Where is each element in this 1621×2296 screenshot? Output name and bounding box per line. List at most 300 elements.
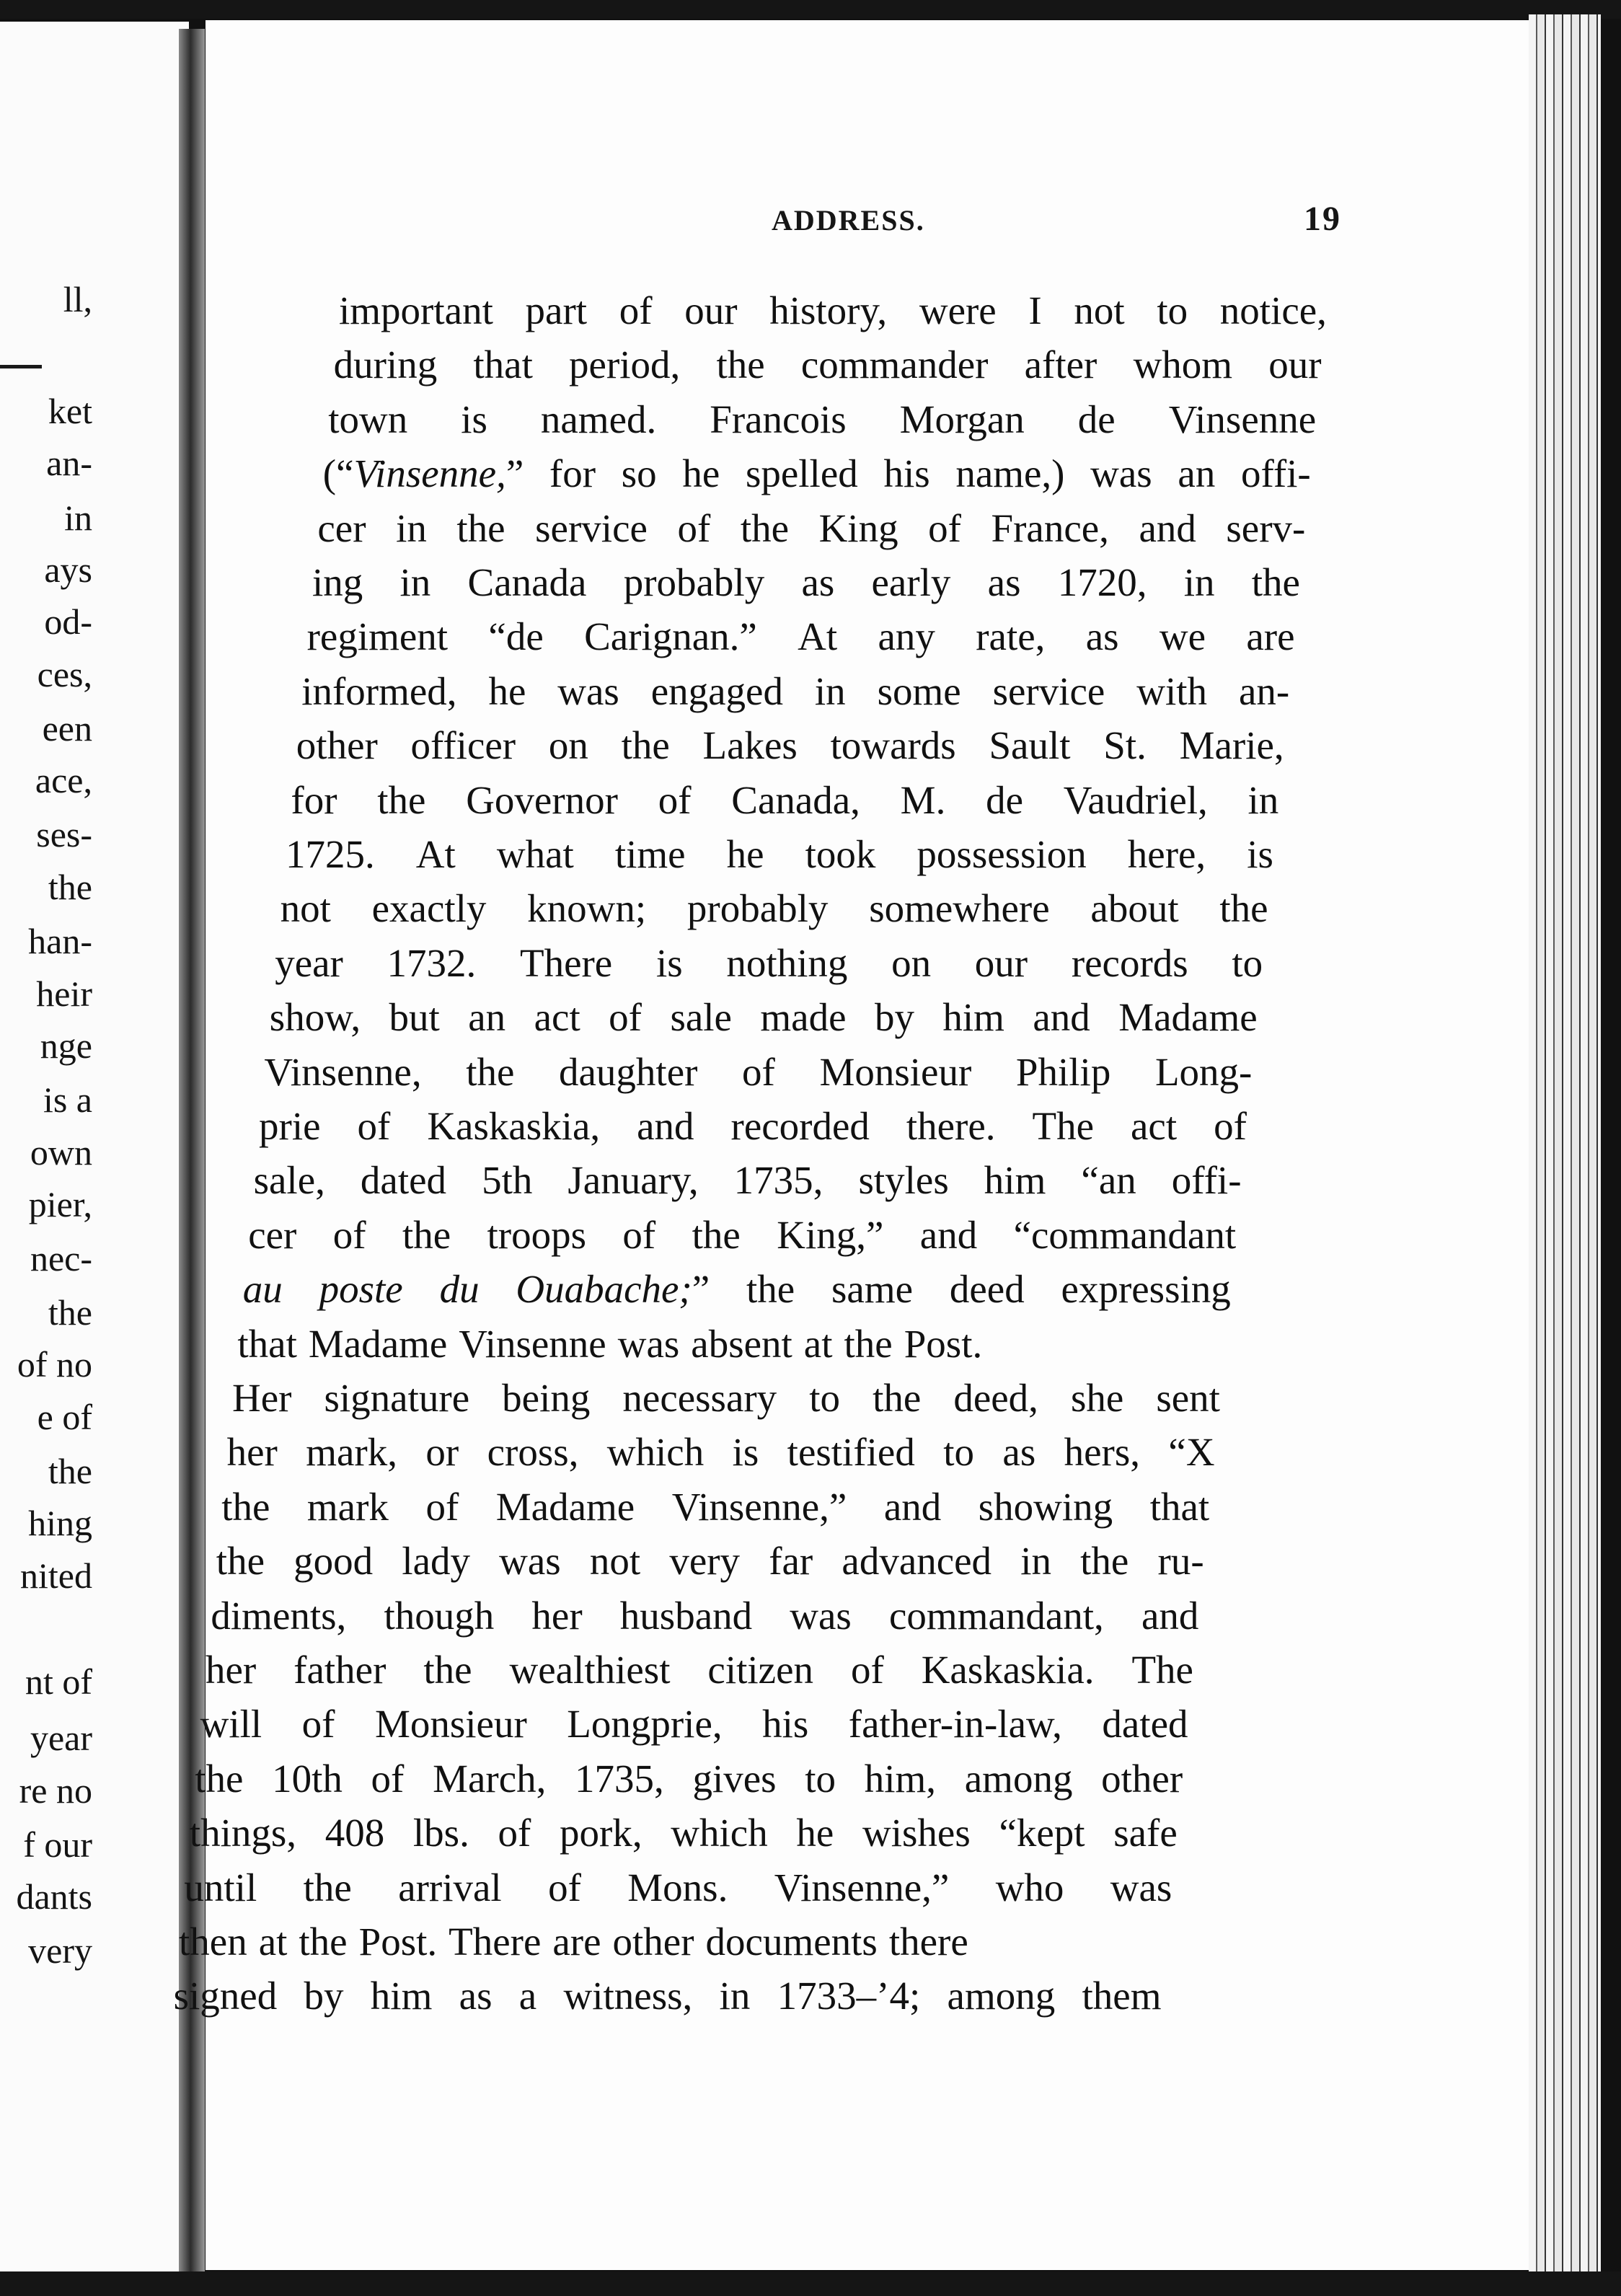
text-line [174,1971,1162,2021]
word: then [179,1920,247,1964]
word: or [425,1430,459,1475]
word: what [496,832,574,876]
word: daughter [559,1049,698,1094]
word: possession [916,832,1087,876]
word: of [1214,1104,1247,1148]
word: in [399,560,431,604]
word: offi- [1171,1158,1242,1203]
page-edges [1529,14,1601,2271]
word: Canada, [731,777,860,822]
word: town [328,397,408,441]
word: are [552,1920,601,1964]
word: an- [1238,668,1290,713]
word: of [425,1484,459,1529]
word: gives [692,1756,777,1801]
word: There [449,1920,542,1964]
left-page-fragment: re no [19,1770,92,1811]
word: act [534,995,580,1040]
word: Vinsenne,” [774,1865,950,1909]
word: took [805,832,876,876]
left-page-fragment: heir [36,973,92,1014]
word: Sault [989,723,1071,768]
word: of [677,505,711,550]
word: dated [360,1158,447,1203]
word: that [1149,1484,1210,1529]
word: Long- [1154,1049,1253,1094]
word: advanced [842,1539,992,1584]
word: during [333,343,438,387]
text-line [195,1754,1183,1804]
word: same [831,1267,914,1312]
word: was [1110,1865,1172,1909]
left-page-fragment: nge [40,1025,92,1066]
left-page-fragment: very [28,1930,92,1971]
word: the [423,1648,472,1692]
word: there [888,1920,968,1964]
word: to [805,1756,836,1801]
left-page-fragment: ces, [37,654,92,694]
word: among [947,1974,1056,2018]
word: and [1139,505,1196,550]
word: documents [705,1920,878,1964]
word: poste [319,1267,403,1312]
word: of [548,1865,581,1909]
word: and [637,1104,694,1148]
word: de [986,777,1023,822]
word: expressing [1061,1267,1231,1312]
word: mark [306,1484,389,1529]
word: Ouabache;” [516,1267,710,1312]
word: she [1070,1376,1124,1420]
text-line [339,286,1327,336]
word: our [1268,343,1322,387]
word: testified [787,1430,915,1475]
word: some [877,668,961,713]
word: Carignan.” [584,614,757,659]
word: Monsieur [374,1702,527,1747]
word: sent [1156,1376,1220,1420]
left-page-fragment: hing [28,1503,92,1543]
word: so [621,451,657,496]
word: the [402,1212,451,1257]
left-page-fragment: ses- [36,814,92,855]
text-line [307,611,1295,662]
word: for [291,777,337,822]
word: part [525,288,588,332]
word: for [549,451,596,496]
page-number: 19 [1304,200,1341,238]
word: things, [189,1811,297,1855]
word: signature [324,1376,470,1420]
word: Francois [710,397,847,441]
word: which [671,1811,768,1855]
word: 1735, [733,1158,823,1203]
left-page-fragment: ket [48,391,92,431]
text-line [291,775,1278,826]
word: cer [317,505,366,550]
word: in [1183,560,1215,604]
word: Monsieur [819,1049,972,1094]
word: the [844,1321,893,1366]
left-page-fragment: han- [28,921,92,961]
word: 1733–’4; [777,1974,921,2018]
word: of [622,1212,656,1257]
word: St. [1103,723,1147,768]
word: the [716,343,765,387]
left-page-fragment: an- [46,443,92,483]
word: a [518,1974,537,2018]
word: Canada [467,560,587,604]
word: name,) [955,451,1065,496]
left-page-fragment: een [42,708,92,749]
word: There [519,940,613,985]
word: the [456,505,505,550]
left-page-fragment: od- [44,601,92,642]
word: The [1032,1104,1095,1148]
word: arrival [398,1865,502,1909]
word: other [296,723,378,768]
text-line [179,1917,1167,1967]
word: service [992,668,1105,713]
word: time [614,832,686,876]
left-page-fragment: nited [20,1555,92,1596]
word: to [1232,940,1263,985]
word: the [621,723,670,768]
word: the [692,1212,741,1257]
word: deed, [953,1376,1038,1420]
text-line [312,557,1300,608]
word: at [258,1920,288,1964]
word: on [891,940,932,985]
word: is [655,940,683,985]
word: he [488,668,526,713]
word: towards [830,723,956,768]
left-page-fragment: ays [44,549,92,590]
word: of [301,1702,335,1747]
word: other [612,1920,694,1964]
word: Kaskaskia, [427,1104,601,1148]
text-line [259,1101,1247,1152]
word: ing [312,560,363,604]
word: named. [540,397,657,441]
word: troops [487,1212,587,1257]
word: Vaudriel, [1063,777,1208,822]
word: wishes [862,1811,971,1855]
left-page-fragment: e of [37,1397,92,1437]
word: Post. [358,1920,438,1964]
text-line [270,992,1258,1043]
word: by [304,1974,344,2018]
word: though [384,1593,495,1638]
word: “an [1081,1158,1136,1203]
word: about [1090,886,1179,931]
word: as [987,560,1021,604]
word: de [1077,397,1116,441]
word: of [498,1811,531,1855]
left-page-rule [0,365,42,368]
left-page-fragment: is a [43,1079,92,1120]
left-page-fragment: ll, [63,279,92,319]
word: 1732. [387,940,477,985]
left-page-fragment: f our [23,1824,92,1865]
word: on [548,723,588,768]
word: 10th [272,1756,343,1801]
word: prie [259,1104,321,1148]
word: to [943,1430,975,1475]
text-line [227,1427,1215,1478]
word: (“Vinsenne,” [322,451,524,496]
word: Vinsenne, [264,1049,422,1094]
word: “kept [999,1811,1085,1855]
word: France, [991,505,1109,550]
word: “commandant [1013,1212,1237,1257]
word: Madame [495,1484,635,1529]
word: King,” [777,1212,884,1257]
word: other [1101,1756,1183,1801]
word: as [801,560,835,604]
word: of [371,1756,405,1801]
word: and [1141,1593,1199,1638]
word: Lakes [702,723,798,768]
word: deed [949,1267,1025,1312]
word: husband [619,1593,753,1638]
word: Kaskaskia. [921,1648,1095,1692]
left-page-fragment: pier, [28,1184,92,1224]
word: our [684,288,738,332]
word: is [732,1430,759,1475]
word: styles [858,1158,949,1203]
word: Her [232,1376,292,1420]
word: the [1080,1539,1129,1584]
word: early [871,560,951,604]
word: an [468,995,506,1040]
text-line [206,1645,1193,1695]
word: officer [410,723,516,768]
word: the [216,1539,265,1584]
word: notice, [1219,288,1327,332]
word: At [798,614,838,659]
text-line [200,1699,1188,1749]
word: was [1090,451,1152,496]
word: of [332,1212,366,1257]
word: as [1002,1430,1036,1475]
text-line [334,340,1322,390]
word: of [928,505,961,550]
word: very [669,1539,741,1584]
word: good [293,1539,374,1584]
word: mark, [306,1430,397,1475]
text-line [216,1536,1204,1586]
word: not [589,1539,641,1584]
word: of [609,995,642,1040]
word: was [790,1593,852,1638]
word: at [803,1321,833,1366]
word: we [1159,614,1206,659]
word: are [1246,614,1295,659]
word: safe [1113,1811,1178,1855]
left-page-fragment: of no [17,1344,92,1385]
word: in [396,505,427,550]
word: as [459,1974,493,2018]
word: was [557,668,619,713]
word: absent [691,1321,792,1366]
word: King [818,505,898,550]
word: until [184,1865,257,1909]
word: witness, [563,1974,693,2018]
word: her [226,1430,278,1475]
word: wealthiest [509,1648,671,1692]
word: there. [906,1104,996,1148]
word: in [719,1974,751,2018]
word: is [461,397,487,441]
word: with [1136,668,1208,713]
word: serv- [1226,505,1306,550]
word: which [606,1430,705,1475]
word: father [293,1648,387,1692]
text-line [232,1373,1220,1423]
word: made [760,995,847,1040]
word: Madame [1118,995,1258,1040]
word: hers, [1064,1430,1141,1475]
text-line [317,503,1305,554]
word: du [439,1267,480,1312]
word: that [473,343,533,387]
word: offi- [1241,451,1311,496]
word: ru- [1157,1539,1204,1584]
word: the [195,1756,244,1801]
word: exactly [371,886,487,931]
word: of [658,777,692,822]
word: in [1020,1539,1051,1584]
text-line [323,449,1311,499]
word: show, [269,995,361,1040]
word: by [874,995,914,1040]
text-line [296,720,1284,771]
word: the [377,777,426,822]
word: Mons. [627,1865,728,1909]
word: far [769,1539,813,1584]
word: after [1024,343,1097,387]
word: was [617,1321,680,1366]
word: he [682,451,720,496]
word: Vinsenne,” [671,1484,847,1529]
word: him [370,1974,433,2018]
word: him [942,995,1004,1040]
word: the [466,1049,515,1094]
word: sale [670,995,732,1040]
word: them [1082,1974,1162,2018]
word: him [984,1158,1046,1203]
word: the [299,1920,348,1964]
word: cer [248,1212,297,1257]
word: Longprie, [567,1702,723,1747]
word: regiment [306,614,449,659]
word: diments, [211,1593,347,1638]
word: signed [173,1974,278,2018]
word: commandant, [888,1593,1104,1638]
word: Madame [308,1321,448,1366]
word: 1735, [575,1756,664,1801]
word: March, [433,1756,547,1801]
word: commander [800,343,989,387]
word: showing [978,1484,1113,1529]
word: rate, [976,614,1046,659]
word: M. [900,777,946,822]
word: in [814,668,846,713]
word: informed, [301,668,457,713]
text-line [275,938,1263,989]
word: among [964,1756,1073,1801]
left-page-fragment: nec- [30,1238,92,1279]
word: lady [402,1539,471,1584]
word: sale, [253,1158,325,1203]
left-page-fragment: own [30,1132,92,1173]
word: probably [686,886,829,931]
word: not [280,886,331,931]
word: is [1247,832,1273,876]
text-line [184,1863,1172,1913]
text-line [221,1482,1209,1532]
word: of [850,1648,884,1692]
word: 1725. [286,832,375,876]
text-line [243,1264,1231,1315]
word: January, [567,1158,699,1203]
word: records [1071,940,1188,985]
word: I [1028,288,1042,332]
word: year [275,940,343,985]
word: an [1178,451,1216,496]
left-page [0,22,189,2271]
word: here, [1127,832,1206,876]
word: spelled [745,451,858,496]
text-line [248,1210,1236,1260]
word: our [974,940,1028,985]
word: the [746,1267,795,1312]
word: father-in-law, [848,1702,1062,1747]
word: The [1131,1648,1193,1692]
running-head-title: ADDRESS. [772,204,925,237]
word: 5th [482,1158,533,1203]
word: as [1085,614,1119,659]
left-page-fragment: dants [16,1876,92,1917]
word: he [796,1811,834,1855]
text-line [264,1047,1252,1098]
word: and [883,1484,942,1529]
word: “de [488,614,544,659]
word: was [499,1539,561,1584]
word: of [742,1049,775,1094]
word: in [1247,777,1279,822]
word: her [531,1593,583,1638]
word: the [1219,886,1268,931]
left-page-fragment: the [48,1292,92,1333]
word: somewhere [869,886,1050,931]
word: his [762,1702,809,1747]
word: not [1074,288,1125,332]
text-line [301,666,1289,717]
word: and [919,1212,978,1257]
word: Philip [1015,1049,1111,1094]
word: important [339,288,493,332]
word: engaged [650,668,783,713]
word: who [995,1865,1064,1909]
word: his [883,451,930,496]
word: known; [527,886,647,931]
text-line [281,883,1268,934]
left-page-fragment: ace, [35,760,92,800]
text-line [254,1155,1242,1206]
word: “X [1168,1430,1215,1475]
